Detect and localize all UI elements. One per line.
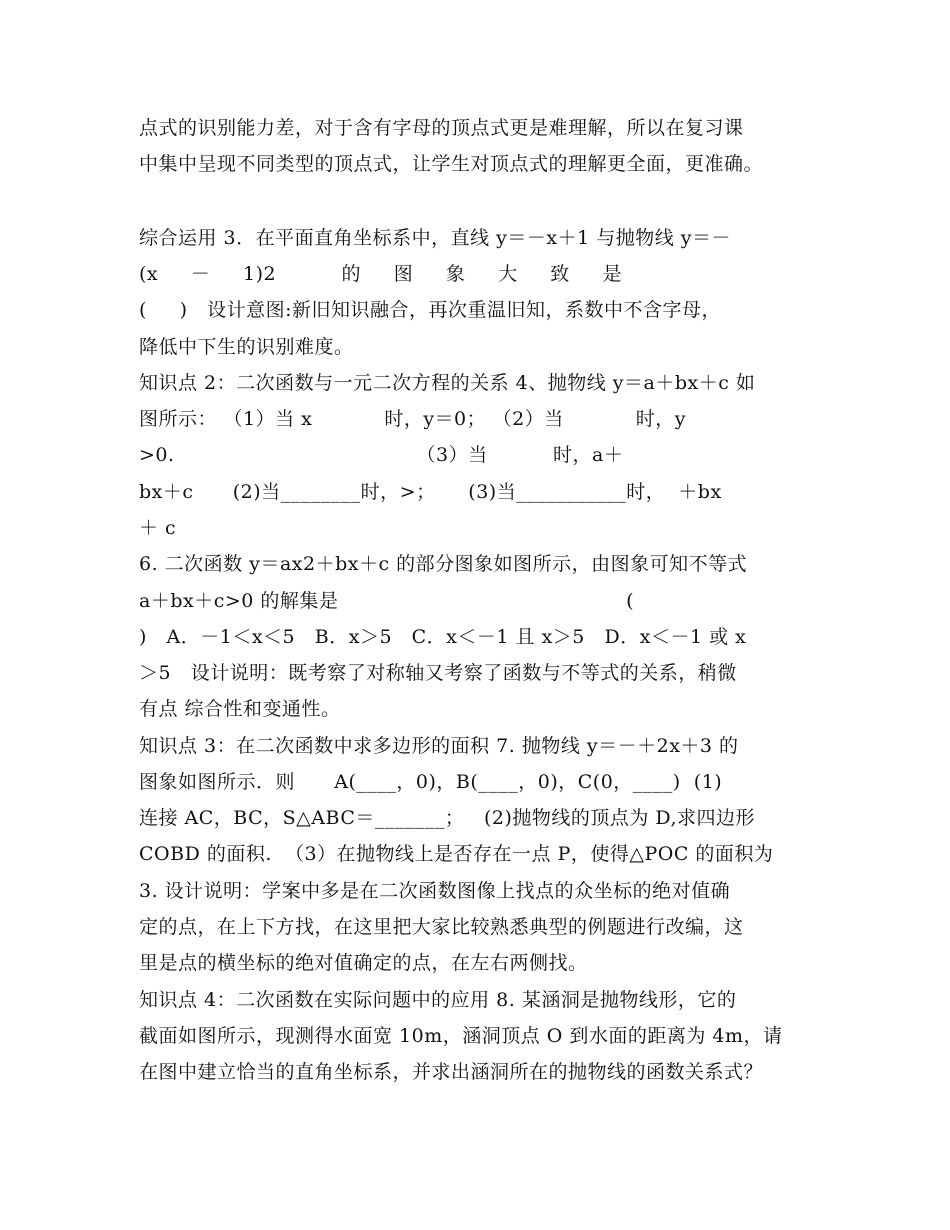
text-line: ( ) 设计意图:新旧知识融合，再次重温旧知，系数中不含字母， [139, 299, 722, 321]
text-line: >0. （3）当 时，a＋ [139, 444, 624, 466]
text-line: ) A．－1＜x＜5 B．x＞5 C．x＜－1 且 x＞5 D．x＜－1 或 x [139, 626, 747, 648]
text-line: 点式的识别能力差，对于含有字母的顶点式更是难理解，所以在复习课 [139, 117, 744, 139]
text-line: COBD 的面积. （3）在抛物线上是否存在一点 P，使得△POC 的面积为 [139, 843, 774, 865]
text-line: a＋bx＋c>0 的解集是 ( [139, 590, 635, 612]
text-line: 综合运用 3．在平面直角坐标系中，直线 y＝－x＋1 与抛物线 y＝－ [139, 227, 732, 249]
text-line: 知识点 3：在二次函数中求多边形的面积 7. 抛物线 y＝－＋2x＋3 的 [139, 735, 739, 757]
text-line: 截面如图所示，现测得水面宽 10m，涵洞顶点 O 到水面的距离为 4m，请 [139, 1025, 783, 1047]
text-line: 6. 二次函数 y＝ax2＋bx＋c 的部分图象如图所示，由图象可知不等式 [139, 553, 748, 575]
text-line: 3. 设计说明：学案中多是在二次函数图像上找点的众坐标的绝对值确 [139, 880, 731, 902]
text-line: 图象如图所示．则 A(____，0)，B(____，0)，C(0，____) (1) [139, 771, 723, 793]
text-line: 连接 AC，BC，S△ABC＝_______； (2)抛物线的顶点为 D,求四边形 [139, 807, 756, 829]
text-line: 知识点 4：二次函数在实际问题中的应用 8. 某涵洞是抛物线形，它的 [139, 989, 737, 1011]
text-line: 中集中呈现不同类型的顶点式，让学生对顶点式的理解更全面，更准确。 [139, 153, 764, 175]
text-line: 在图中建立恰当的直角坐标系，并求出涵洞所在的抛物线的函数关系式？ [139, 1061, 764, 1083]
text-line: 图所示： （1）当 x 时，y＝0； （2）当 时，y [139, 408, 686, 430]
text-line: 知识点 2：二次函数与一元二次方程的关系 4、抛物线 y＝a＋bx＋c 如 [139, 372, 756, 394]
text-line: 定的点，在上下方找，在这里把大家比较熟悉典型的例题进行改编，这 [139, 916, 744, 938]
text-line: 里是点的横坐标的绝对值确定的点，在左右两侧找。 [139, 952, 588, 974]
text-line: bx＋c (2)当________时，>； (3)当___________时， ＋bx [139, 481, 722, 503]
text-line: ＋ c [139, 517, 177, 539]
text-line: 有点 综合性和变通性。 [139, 698, 341, 720]
text-line: ＞5 设计说明：既考察了对称轴又考察了函数与不等式的关系，稍微 [139, 662, 737, 684]
text-line: (x － 1)2 的 图 象 大 致 是 [139, 263, 622, 285]
text-line: 降低中下生的识别难度。 [139, 336, 354, 358]
